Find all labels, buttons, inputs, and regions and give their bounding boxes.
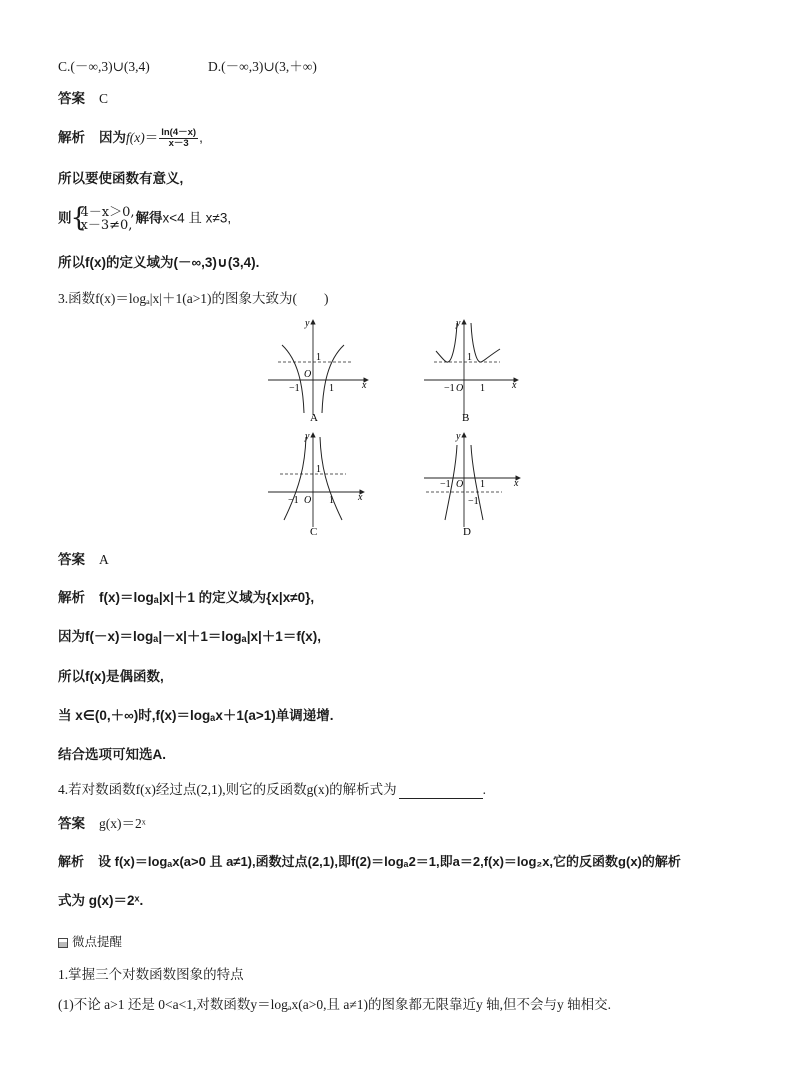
q4-stem-text: 4.若对数函数f(x)经过点(2,1),则它的反函数g(x)的解析式为 <box>58 782 397 797</box>
origin-label: O <box>456 383 464 394</box>
analysis-label: 解析 <box>58 590 85 605</box>
answer-label: 答案 <box>58 91 85 106</box>
q3-analysis-line4: 当 x∈(0,＋∞)时,f(x)＝logₐx＋1(a>1)单调递增. <box>58 708 334 723</box>
tip-icon <box>58 938 68 948</box>
solution-condition: x<4 且 x≠3, <box>162 210 232 226</box>
analysis-label: 解析 <box>58 854 85 869</box>
comma: , <box>199 130 203 146</box>
tick-label: −1 <box>289 383 300 394</box>
graph-b <box>424 318 518 424</box>
answer-blank <box>399 785 483 799</box>
graph-d <box>424 431 520 538</box>
q3-analysis-line5: 结合选项可知选A. <box>58 747 166 762</box>
answer-value: A <box>99 552 109 567</box>
tick-label: −1 <box>468 496 479 507</box>
then-text: 则 <box>58 210 72 226</box>
tick-label: 1 <box>329 383 334 394</box>
graph-letter: B <box>462 412 470 424</box>
analysis-text: 因为 <box>99 130 126 146</box>
tick-label: −1 <box>440 479 451 490</box>
tips-p2: (1)不论 a>1 还是 0<a<1,对数函数y＝logₐx(a>0,且 a≠1)的图象都无限靠近y 轴,但不会与y 轴相交. <box>58 997 612 1012</box>
option-d: D.(－∞,3)∪(3,＋∞) <box>208 59 317 74</box>
q3-answer <box>58 551 109 569</box>
axis-y-label: y <box>305 318 310 329</box>
answer-label: 答案 <box>58 552 85 567</box>
solve-text: 解得 <box>135 210 163 226</box>
equals-sign: ＝ <box>144 130 159 146</box>
tips-p1: 1.掌握三个对数函数图象的特点 <box>58 967 244 982</box>
graph-a <box>268 318 368 424</box>
tick-label: −1 <box>444 383 455 394</box>
analysis-text: 设 f(x)＝logₐx(a>0 且 a≠1),函数过点(2,1),即f(2)＝logₐ2＝1,即a＝2,f(x)＝log₂x,它的反函数g(x)的解析 <box>98 854 681 869</box>
fraction <box>159 128 198 149</box>
answer-label: 答案 <box>58 816 85 831</box>
tick-label: 1 <box>480 383 485 394</box>
analysis-text: f(x)＝logₐ|x|＋1 的定义域为{x|x≠0}, <box>99 590 315 605</box>
graphs-figure <box>0 315 794 545</box>
axis-x-label: x <box>358 492 363 503</box>
axis-y-label: y <box>456 318 461 329</box>
axis-x-label: x <box>514 478 519 489</box>
answer-value: g(x)＝2ˣ <box>99 816 146 831</box>
axis-y-label: y <box>305 431 310 442</box>
graph-letter: A <box>310 412 318 424</box>
q2-analysis-line2: 所以要使函数有意义, <box>58 171 184 186</box>
tick-label: 1 <box>329 495 334 506</box>
axis-x-label: x <box>512 380 517 391</box>
tips-title-text: 微点提醒 <box>72 935 123 949</box>
brace-icon: { <box>70 203 88 233</box>
origin-label: O <box>456 479 464 490</box>
fraction-numerator: ln(4－x) <box>161 127 197 138</box>
tick-label: −1 <box>288 495 299 506</box>
answer-value: C <box>99 91 109 106</box>
axis-y-label: y <box>456 431 461 442</box>
q3-analysis-line1 <box>58 589 314 607</box>
origin-label: O <box>304 369 312 380</box>
tick-label: 1 <box>480 479 485 490</box>
option-c: C.(－∞,3)∪(3,4) <box>58 59 150 74</box>
q3-stem: 3.函数f(x)＝logₐ|x|＋1(a>1)的图象大致为( ) <box>58 291 329 306</box>
fraction-denominator: x－3 <box>168 138 189 149</box>
analysis-label: 解析 <box>58 130 85 146</box>
inequality-system <box>70 203 135 233</box>
q2-analysis-line3 <box>58 203 232 233</box>
q4-answer <box>58 815 146 833</box>
axis-x-label: x <box>362 380 367 391</box>
q4-analysis-line2: 式为 g(x)＝2ˣ. <box>58 893 144 908</box>
tips-title <box>58 933 122 951</box>
q4-stem <box>58 781 486 799</box>
tick-label: 1 <box>467 352 472 363</box>
q3-analysis-line3: 所以f(x)是偶函数, <box>58 669 164 684</box>
origin-label: O <box>304 495 312 506</box>
tick-label: 1 <box>316 464 321 475</box>
q3-analysis-line2: 因为f(－x)＝logₐ|－x|＋1＝logₐ|x|＋1＝f(x), <box>58 629 322 644</box>
tick-label: 1 <box>316 352 321 363</box>
q2-analysis-line1 <box>58 128 203 149</box>
system-row-1: 4－x＞0, <box>80 205 135 220</box>
q4-analysis-line1 <box>58 853 681 871</box>
system-row-2: x－3≠0, <box>80 218 133 233</box>
q2-answer <box>58 90 108 108</box>
graph-c <box>268 431 364 538</box>
q4-stem-end: . <box>482 782 486 797</box>
q2-analysis-line4: 所以f(x)的定义域为(－∞,3)∪(3,4). <box>58 255 260 270</box>
function-f: f(x) <box>126 130 145 146</box>
graph-letter: D <box>463 526 471 538</box>
graph-letter: C <box>310 526 318 538</box>
